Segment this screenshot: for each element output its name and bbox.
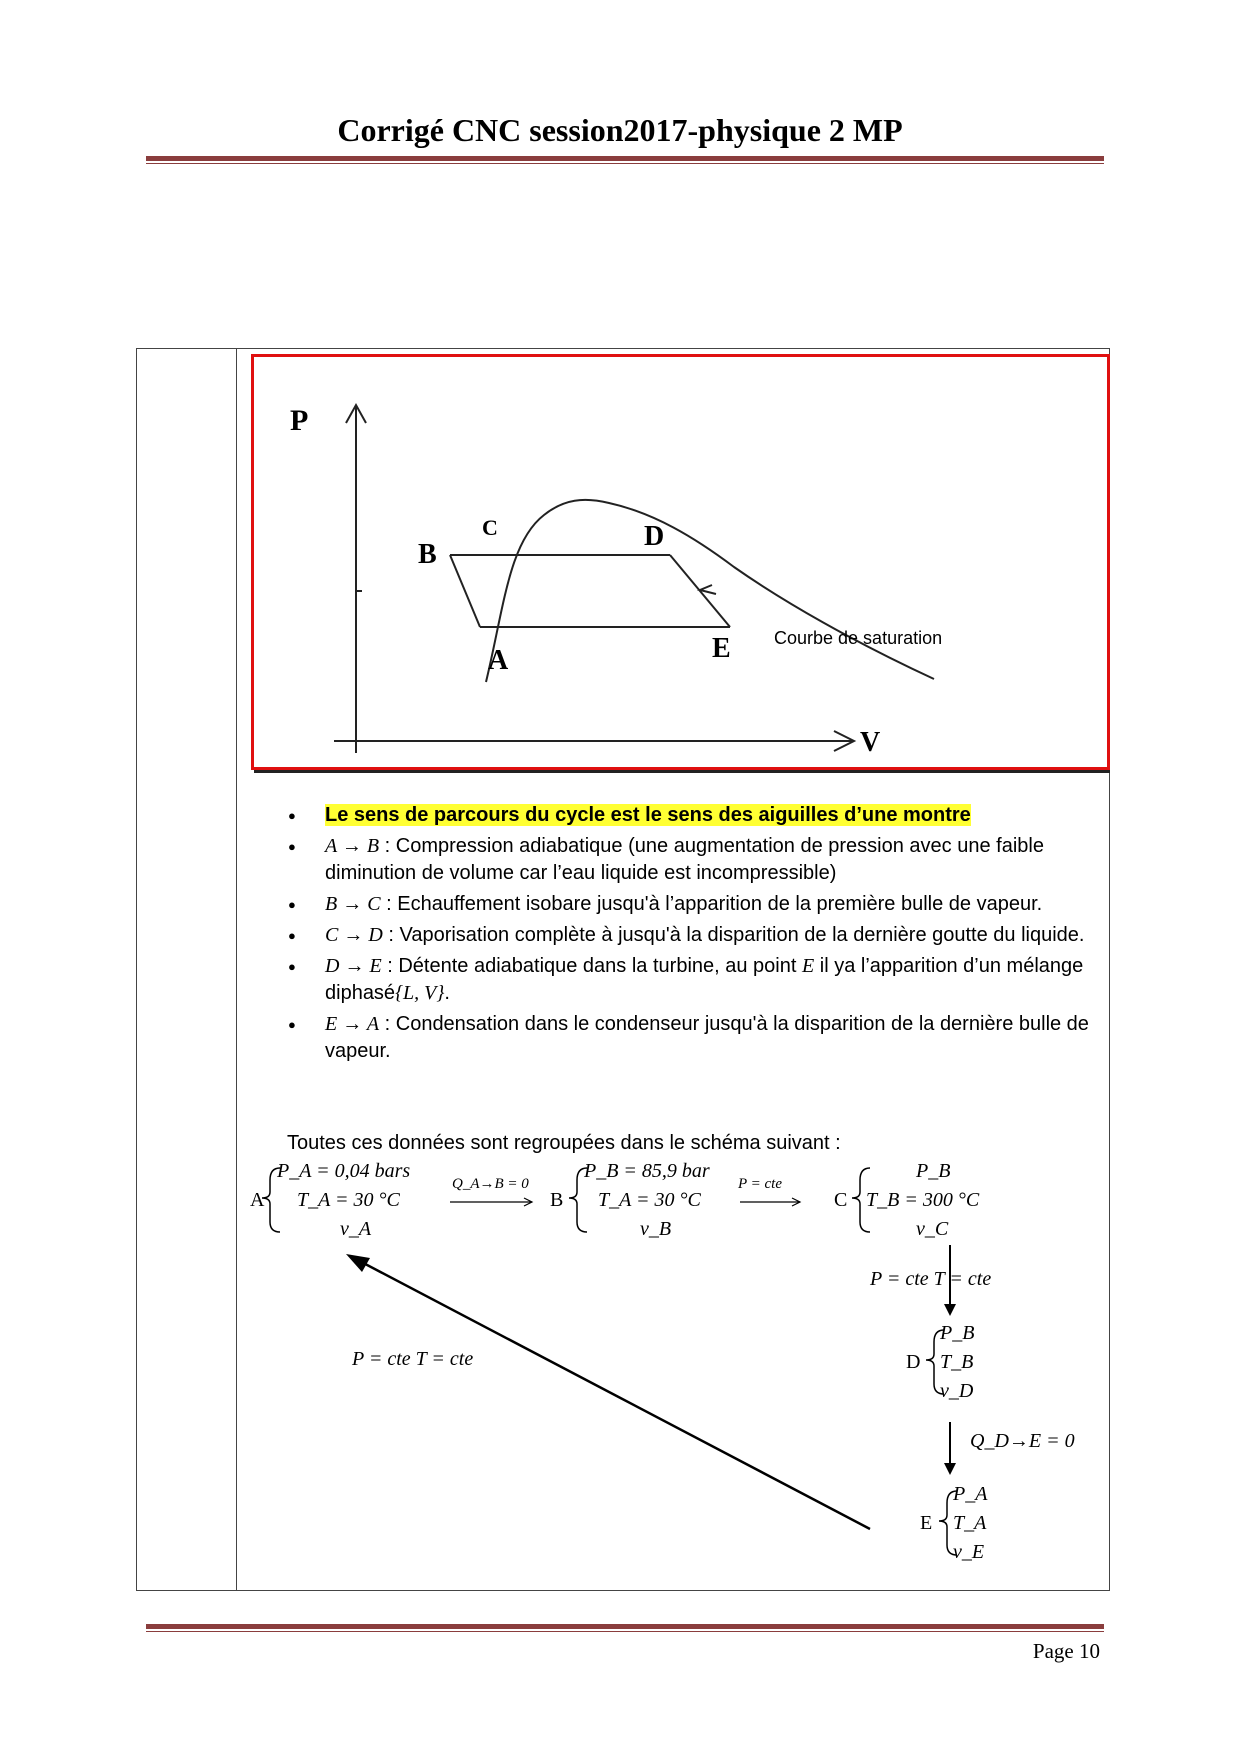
axis-label-v: V <box>860 727 881 758</box>
point-label-c: C <box>482 515 498 540</box>
transition-ea: E → A <box>325 1013 380 1035</box>
state-a-pressure: P_A = 0,04 bars <box>277 1160 411 1182</box>
label-p-t-cte-ea: P = cte T = cte <box>352 1348 474 1370</box>
state-b-temperature: T_A = 30 °C <box>598 1189 701 1211</box>
page-number: Page 10 <box>1032 1639 1100 1663</box>
point-label-b: B <box>418 539 437 570</box>
state-d-volume: v_D <box>940 1380 974 1402</box>
state-d-pressure: P_B <box>940 1322 975 1344</box>
transition-de-text-2: il ya l’apparition d’un mélange diphasé <box>325 955 1084 1004</box>
state-b-pressure: P_B = 85,9 bar <box>584 1160 710 1182</box>
transition-de-end: . <box>444 982 450 1004</box>
state-c-label: C <box>834 1189 848 1211</box>
axis-label-p: P <box>290 404 309 437</box>
transition-de: D → E <box>325 955 382 977</box>
state-a-volume: v_A <box>340 1218 372 1240</box>
transition-ab-text: : Compression adiabatique (une augmentation de pression avec une faible diminution de volume car l’eau liquide est incompressible) <box>325 835 1044 884</box>
label-q-ab: Q_A→B = 0 <box>452 1176 529 1192</box>
phase-set: {L, V} <box>395 982 445 1004</box>
page-title: Corrigé CNC session2017-physique 2 MP <box>337 112 903 148</box>
label-q-de: Q_D→E = 0 <box>970 1430 1075 1452</box>
arrow-e-a <box>350 1256 870 1529</box>
state-d-label: D <box>906 1351 921 1373</box>
state-e-label: E <box>920 1512 933 1534</box>
footer-rule <box>146 1624 1104 1632</box>
state-e-pressure: P_A <box>953 1483 988 1505</box>
point-e-ref: E <box>801 955 815 977</box>
state-c-volume: v_C <box>916 1218 949 1240</box>
label-p-cte-bc: P = cte <box>738 1176 782 1192</box>
highlighted-statement: Le sens de parcours du cycle est le sens des aiguilles d’une montre <box>325 804 971 826</box>
transition-de-text: : Détente adiabatique dans la turbine, au point <box>381 955 802 977</box>
transition-ab: A → B <box>325 835 380 857</box>
state-a-label: A <box>250 1189 265 1211</box>
transition-bc-text: : Echauffement isobare jusqu'à l’apparition de la première bulle de vapeur. <box>380 893 1043 915</box>
transition-bc: B → C <box>325 893 381 915</box>
state-c-pressure: P_B <box>916 1160 951 1182</box>
state-b-label: B <box>550 1189 564 1211</box>
curve-label: Courbe de saturation <box>774 628 943 648</box>
state-e-volume: v_E <box>953 1541 985 1563</box>
state-a-temperature: T_A = 30 °C <box>297 1189 400 1211</box>
state-c-temperature: T_B = 300 °C <box>866 1189 980 1211</box>
schema-intro: Toutes ces données sont regroupées dans le schéma suivant : <box>287 1132 841 1154</box>
point-label-d: D <box>644 521 665 552</box>
transition-cd: C → D <box>325 924 383 946</box>
transition-cd-text: : Vaporisation complète à jusqu'à la disparition de la dernière goutte du liquide. <box>382 924 1085 946</box>
transition-ea-text: : Condensation dans le condenseur jusqu'à la disparition de la dernière bulle de vapeur. <box>325 1013 1089 1062</box>
state-d-temperature: T_B <box>940 1351 974 1373</box>
state-e-temperature: T_A <box>953 1512 987 1534</box>
point-label-e: E <box>712 633 731 664</box>
state-b-volume: v_B <box>640 1218 672 1240</box>
point-label-a: A <box>488 645 509 676</box>
label-p-t-cte-cd: P = cte T = cte <box>870 1268 992 1290</box>
